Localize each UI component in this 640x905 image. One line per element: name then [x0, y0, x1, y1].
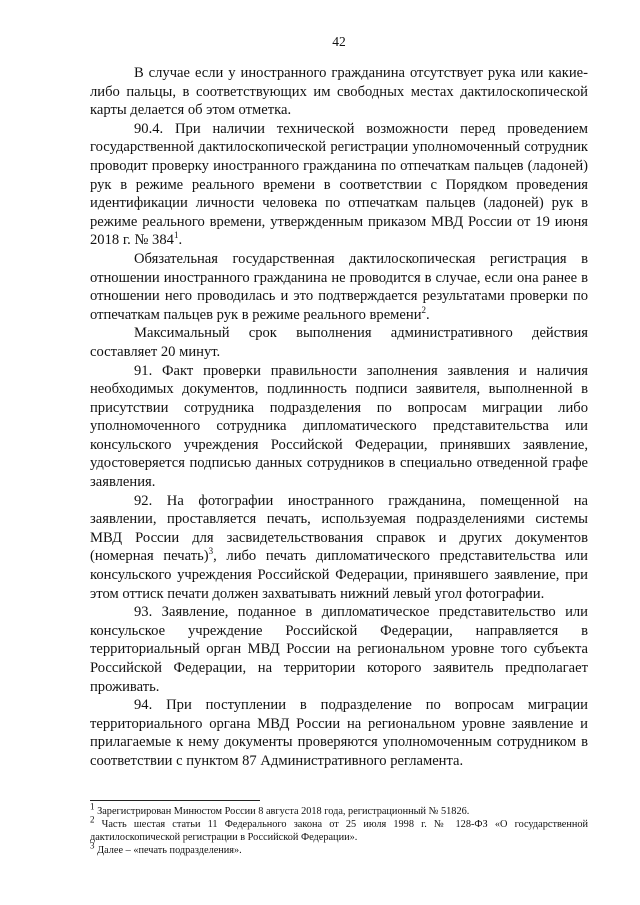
footnote-mark: 2 — [90, 814, 95, 825]
paragraph-missing-fingers — [90, 64, 588, 120]
paragraph-text: 91. Факт проверки правильности заполнения заявления и наличия необходимых документов, подлинность подписи заявителя, выполненной в присутствии сотрудника подразделения по вопросам миграции либо уполномоченного сотрудника дипломатического представительства или консульского учреждения Российской Федерации, принявших заявление, удостоверяется подписью данных сотрудников в специально отведенной графе заявления. — [90, 362, 588, 491]
footnote-2 — [90, 814, 588, 844]
paragraph-text: 92. На фотографии иностранного гражданина, помещенной на заявлении, проставляется печать, используемая подразделениями системы МВД России для засвидетельствования справок и других документов (номерная печать) — [90, 492, 588, 565]
paragraph-92 — [90, 492, 588, 604]
footnote-ref-2[interactable]: 2 — [421, 304, 427, 315]
paragraph-93 — [90, 603, 588, 696]
paragraph-90-4 — [90, 120, 588, 250]
footnote-mark: 1 — [90, 801, 95, 812]
paragraph-text: 90.4. При наличии технической возможности перед проведением государственной дактилоскопической регистрации уполномоченный сотрудник проводит проверку иностранного гражданина по отпечаткам пальцев (ладоней) рук в режиме реального времени в соответствии с Порядком проведения идентификации личности человека по отпечаткам пальцев (ладоней) рук в режиме реального времени, утвержденным приказом МВД России от 19 июня 2018 г. № 384 — [90, 120, 588, 249]
paragraph-tail: . — [426, 306, 430, 323]
paragraph-91 — [90, 362, 588, 492]
footnote-ref-1[interactable]: 1 — [173, 230, 179, 241]
page-number: 42 — [332, 34, 346, 49]
paragraph-max-duration — [90, 324, 588, 361]
paragraph-text: Максимальный срок выполнения административного действия составляет 20 минут. — [90, 325, 588, 360]
paragraph-text: 93. Заявление, поданное в дипломатическое представительство или консульское учреждение Российской Федерации, направляется в территориальный орган МВД России на региональном уровне того субъекта Российской Федерации, на территории которого заявитель предполагает проживать. — [90, 604, 588, 695]
footnotes-section — [90, 800, 588, 857]
paragraph-tail: . — [178, 232, 183, 249]
paragraph-text: 94. При поступлении в подразделение по вопросам миграции территориального органа МВД России на региональном уровне заявление и прилагаемые к нему документы проверяются уполномоченным сотрудником в соответствии с пунктом 87 Административного регламента. — [90, 697, 588, 769]
footnote-text: Далее – «печать подразделения». — [94, 845, 242, 856]
footnote-1 — [90, 801, 588, 818]
footnote-3 — [90, 840, 588, 857]
footnote-ref-3[interactable]: 3 — [208, 546, 214, 557]
paragraph-text: Обязательная государственная дактилоскопическая регистрация в отношении иностранного гражданина не проводится в случае, если она ранее в отношении него проводилась и это подтверждается результатами проверки по отпечаткам пальцев рук в режиме реального времени — [90, 250, 588, 323]
footnote-text: Часть шестая статьи 11 Федерального закона от 25 июля 1998 г. № 128-ФЗ «О государственной дактилоскопической регистрации в Российской Федерации». — [90, 819, 588, 843]
footnote-mark: 3 — [90, 840, 95, 851]
paragraph-text: В случае если у иностранного гражданина отсутствует рука или какие-либо пальцы, в соответствующих им свободных местах дактилоскопической карты делается об этом отметка. — [90, 65, 588, 119]
footnote-text: Зарегистрирован Минюстом России 8 августа 2018 года, регистрационный № 51826. — [94, 806, 470, 817]
paragraph-tail: , либо печать дипломатического представительства или консульского учреждения Российской Федерации, принявшего заявление, при этом оттиск печати должен захватывать нижний левый угол фотографии. — [90, 548, 588, 602]
paragraph-94 — [90, 696, 588, 770]
footnote-divider — [90, 800, 260, 801]
paragraph-mandatory-registration — [90, 250, 588, 324]
